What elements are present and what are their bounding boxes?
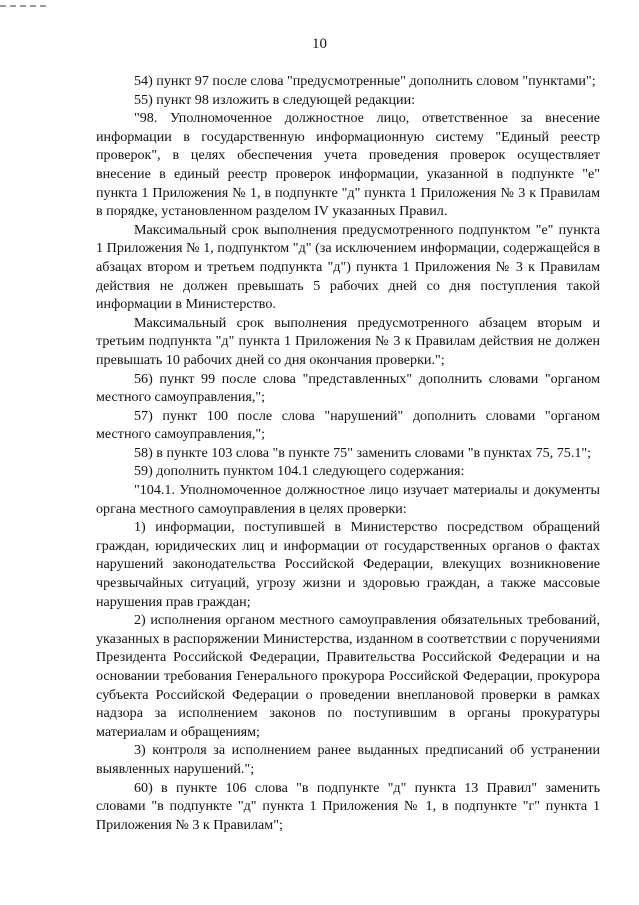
paragraph-56: 56) пункт 99 после слова "представленных" дополнить словами "органом местного самоуправления,"; bbox=[96, 370, 600, 406]
paragraph-98-text: "98. Уполномоченное должностное лицо, ответственное за внесение информации в государственную информационную систему "Единый реестр проверок", в целях обеспечения учета проведения проверок осуществляет внесение в единый реестр проверок информации, указанной в подпункте "е" пункта 1 Приложения № 1, в подпункте "д" пункта 1 Приложения № 3 к Правилам в порядке, установленном разделом IV указанных Правил. bbox=[96, 110, 600, 220]
scan-edge-mark bbox=[0, 5, 46, 7]
paragraph-58: 58) в пункте 103 слова "в пункте 75" заменить словами "в пунктах 75, 75.1"; bbox=[134, 444, 592, 461]
paragraph-55: 55) пункт 98 изложить в следующей редакции: bbox=[134, 91, 416, 108]
paragraph-max-term-5-days: Максимальный срок выполнения предусмотренного подпунктом "е" пункта 1 Приложения № 1, подпунктом "д" (за исключением информации, содержащейся в абзацах втором и третьем подпункта "д") пункта 1 Приложения № 3 к Правилам действия не должен превышать 5 рабочих дней со дня поступления такой информации в Министерство. bbox=[96, 221, 600, 313]
paragraph-60: 60) в пункте 106 слова "в подпункте "д" пункта 13 Правил" заменить словами "в подпункте "д" пункта 1 Приложения № 1, в подпункте "г" пункта 1 Приложения № 3 к Правилам"; bbox=[96, 779, 600, 833]
paragraph-104-1-item-3: 3) контроля за исполнением ранее выданных предписаний об устранении выявленных нарушений."; bbox=[96, 742, 600, 777]
paragraph-max-term-10-days: Максимальный срок выполнения предусмотренного абзацем вторым и третьим подпункта "д" пункта 1 Приложения № 3 к Правилам действия не должен превышать 10 рабочих дней со дня окончания проверки."; bbox=[96, 314, 600, 368]
paragraph-57: 57) пункт 100 после слова "нарушений" дополнить словами "органом местного самоуправления,"; bbox=[96, 407, 600, 443]
paragraph-104-1: "104.1. Уполномоченное должностное лицо изучает материалы и документы органа местного самоуправления в целях проверки: bbox=[96, 482, 600, 517]
paragraph-59: 59) дополнить пунктом 104.1 следующего содержания: bbox=[134, 463, 465, 480]
paragraph-54: 54) пункт 97 после слова "предусмотренные" дополнить словом "пунктами"; bbox=[134, 73, 596, 89]
paragraph-104-1-item-2: 2) исполнения органом местного самоуправления обязательных требований, указанных в распоряжении Министерства, изданном в соответствии с поручениями Президента Российской Федерации, Правительства Российской Федерации и на основании требования Генерального прокурора Российской Федерации, прокурора субъекта Российской Федерации о проведении внеплановой проверки в рамках надзора за исполнением законов по поступившим в органы прокуратуры материалам и обращениям; bbox=[96, 612, 600, 740]
document-body bbox=[96, 72, 600, 834]
paragraph-104-1-item-1: 1) информации, поступившей в Министерство посредством обращений граждан, юридических лиц и информации от государственных органов о фактах нарушений законодательства Российской Федерации, влекущих возникновение чрезвычайных ситуаций, угрозу жизни и здоровью граждан, а также массовые нарушения прав граждан; bbox=[96, 519, 600, 610]
page-number: 10 bbox=[312, 36, 327, 52]
